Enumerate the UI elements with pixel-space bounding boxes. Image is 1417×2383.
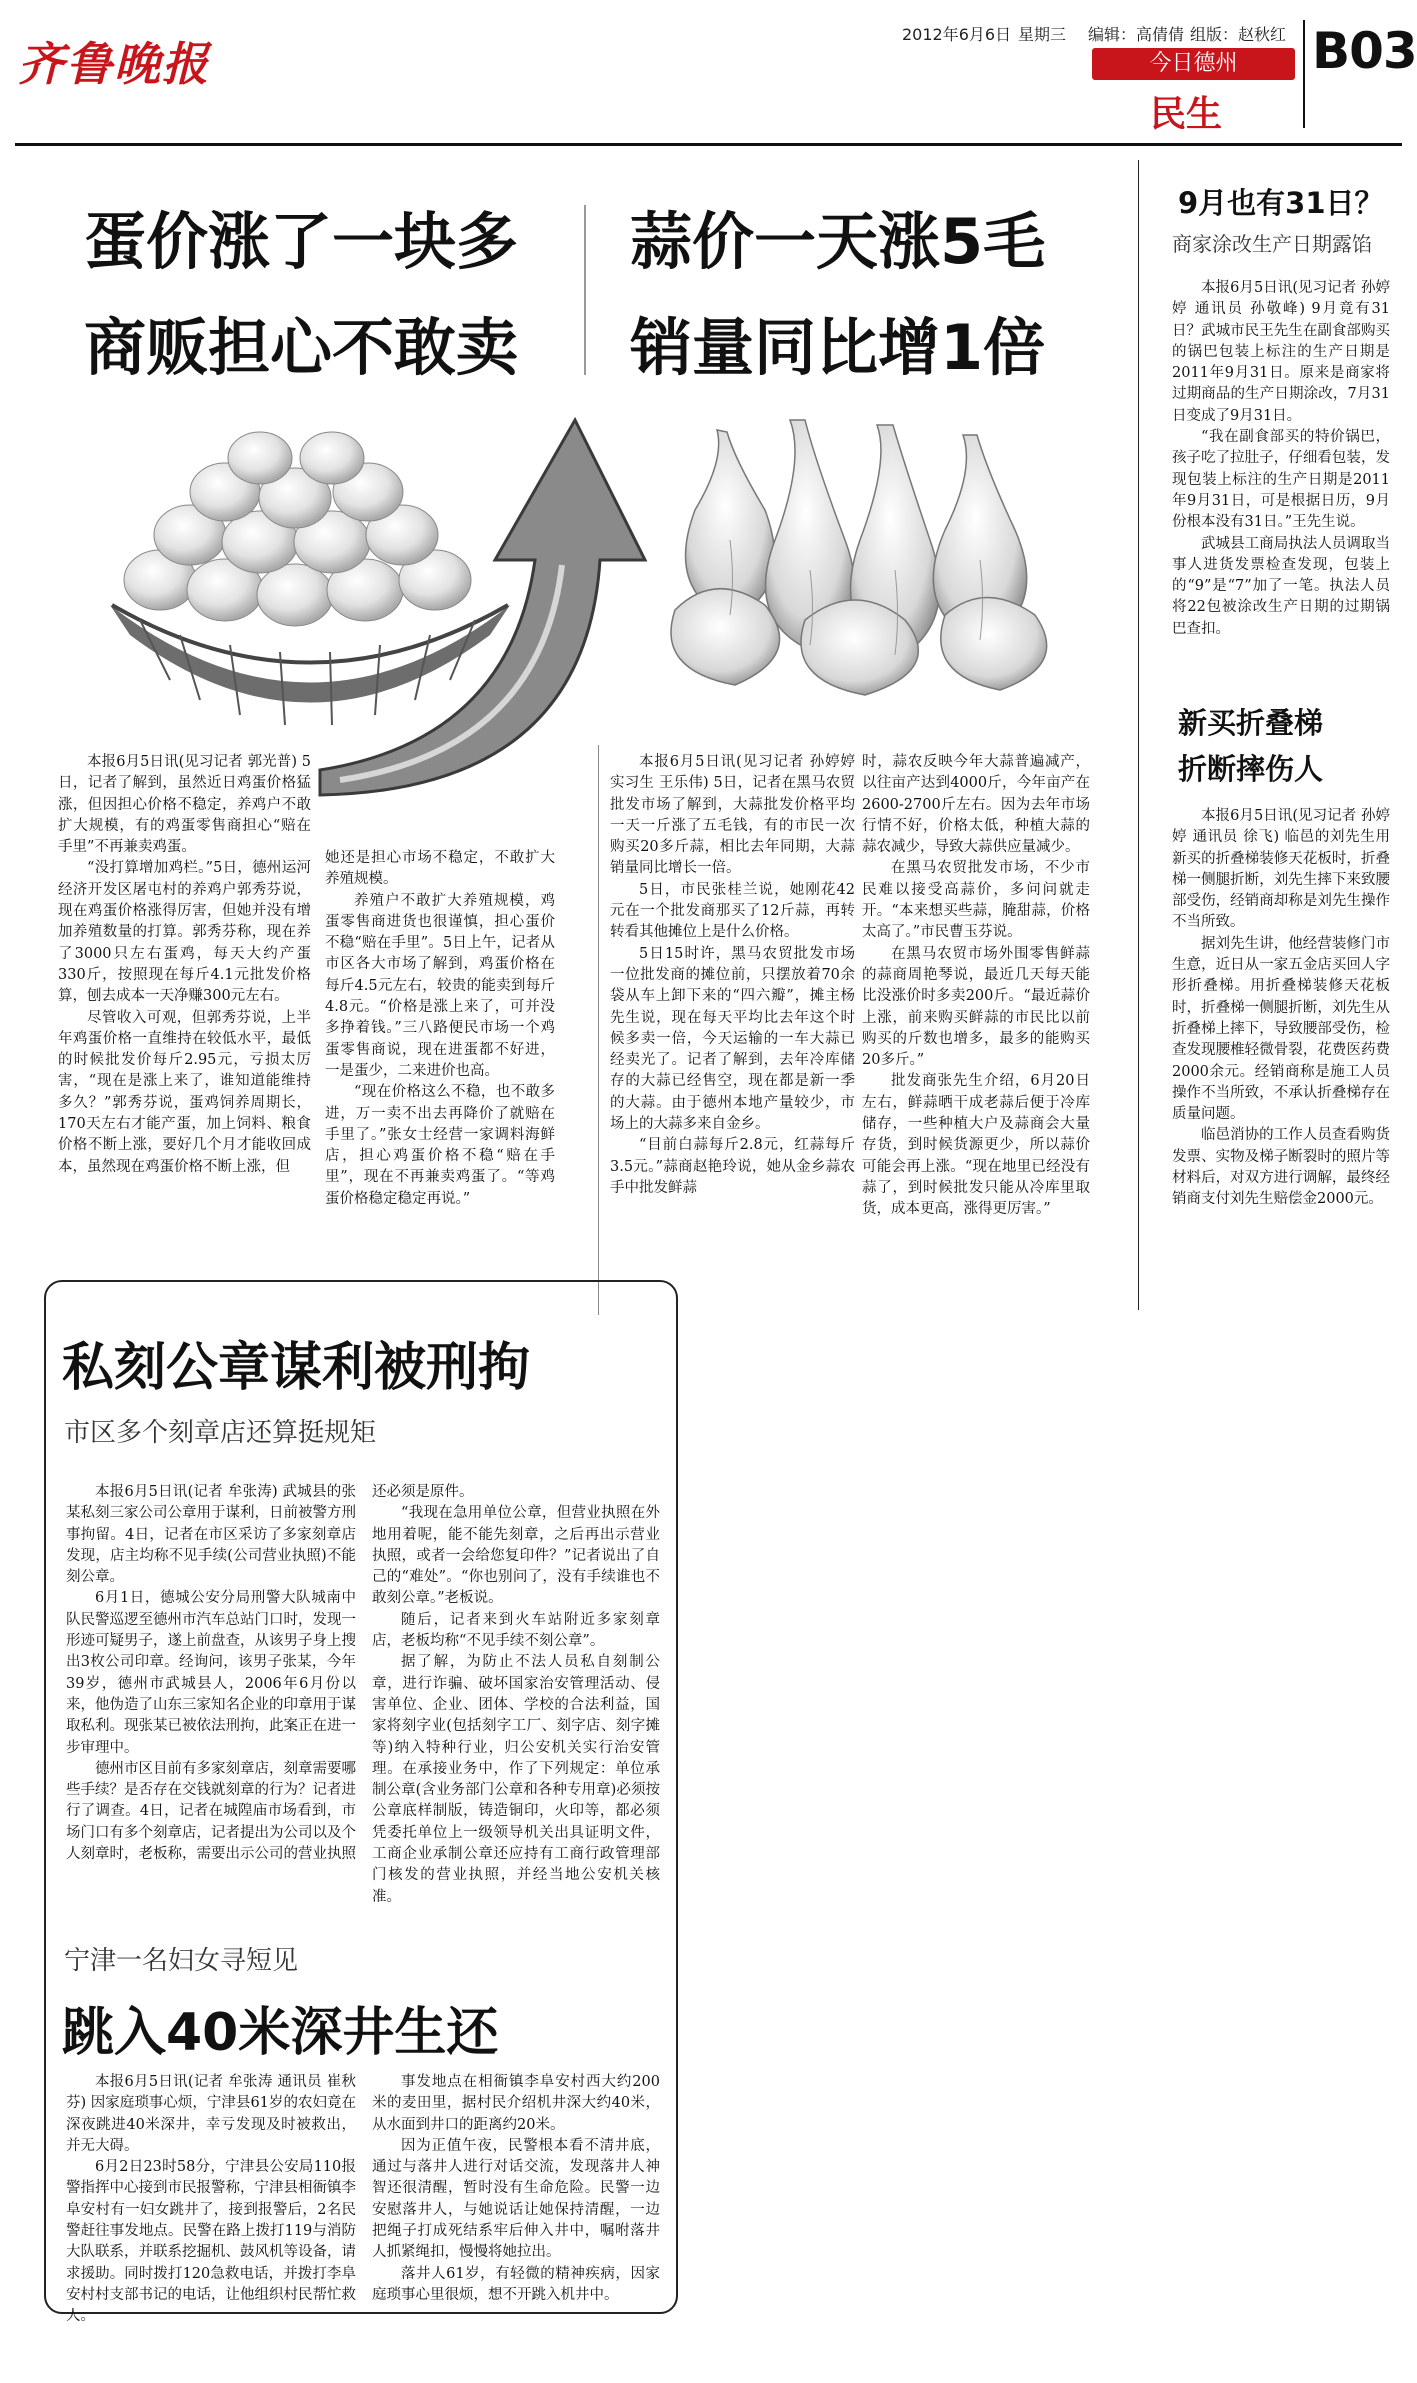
egg-col2-p2: 养殖户不敢扩大养殖规模，鸡蛋零售商进货也很谨慎，担心蛋价不稳“赔在手里”。5日上午，记者从市区各大市场了解到，鸡蛋价格在每斤4.5元左右，较贵的能卖到每斤4.8元。“价格是涨上来了，可并没多挣着钱。”三八路便民市场一个鸡蛋零售商说，现在进蛋都不好进，一是蛋少，二来进价也高。	[325, 892, 555, 1079]
side1-p2: “我在副食部买的特价锅巴，孩子吃了拉肚子，仔细看包装，发现包装上标注的生产日期是2011年9月31日，可是根据日历，9月份根本没有31日。”王先生说。	[1172, 429, 1390, 531]
egg-col1-p2: “没打算增加鸡栏。”5日，德州运河经济开发区屠屯村的养鸡户郭秀芬说，现在鸡蛋价格涨得厉害，但她并没有增加养殖数量的打算。郭秀芬称，现在养了3000只左右蛋鸡，每天大约产蛋330斤，按照现在每斤4.1元批发价格算，刨去成本一天净赚300元左右。	[58, 860, 311, 1005]
sidebar-story2-title	[1178, 700, 1323, 792]
section-title: 民生	[1150, 94, 1223, 135]
garlic-col2-p3: 在黑马农贸市场外围零售鲜蒜的蒜商周艳琴说，最近几天每天能比没涨价时多卖200斤。“最近蒜价上涨，前来购买鲜蒜的市民比以前购买的斤数也增多，最多的能购买20多斤。”	[862, 945, 1090, 1069]
layout-credit: 组版：赵秋红	[1190, 25, 1287, 44]
well-col2-p1: 事发地点在相衙镇李阜安村西大约200米的麦田里，据村民介绍机井深大约40米，从水面到井口的距离约20米。	[372, 2074, 660, 2133]
garlic-col1-p2: 5日，市民张桂兰说，她刚花42元在一个批发商那买了12斤蒜，再转转看其他摊位上是什么价格。	[610, 881, 855, 941]
egg-col1-p1: 本报6月5日讯(见习记者 郭光普) 5日，记者了解到，虽然近日鸡蛋价格猛涨，但因担心价格不稳定，养鸡户不敢扩大规模，有的鸡蛋零售商担心“赔在手里”不再兼卖鸡蛋。	[58, 754, 311, 856]
garlic-col1-p4: “目前白蒜每斤2.8元，红蒜每斤3.5元。”蒜商赵艳玲说，她从金乡蒜农手中批发鲜蒜	[610, 1137, 855, 1196]
sidebar-story1-subtitle: 商家涂改生产日期露馅	[1172, 232, 1372, 256]
well-col1-p2: 6月2日23时58分，宁津县公安局110报警指挥中心接到市民报警称，宁津县相衙镇李阜安村有一妇女跳井了，接到报警后，2名民警赶往事发地点。民警在路上拨打119与消防大队联系，并联系挖掘机、鼓风机等设备，请求援助。同时拨打120急救电话，并拨打李阜安村村支部书记的电话，让他组织村民帮忙救人。	[66, 2159, 356, 2325]
garlic-col2-p4: 批发商张先生介绍，6月20日左右，鲜蒜晒干成老蒜后便于冷库储存，一些种植大户及蒜商会大量存货，到时候货源更少，所以蒜价可能会再上涨。“现在地里已经没有蒜了，到时候批发只能从冷库里取货，成本更高，涨得更厉害。”	[862, 1073, 1090, 1218]
sidebar-story1-title: 9月也有31日？	[1178, 186, 1384, 220]
header-divider	[1303, 20, 1305, 128]
egg-headline-line1: 蛋价涨了一块多	[84, 205, 519, 278]
masthead-logo: 齐鲁晚报	[18, 37, 210, 91]
well-story-col2	[372, 2072, 660, 2303]
headline-divider	[584, 205, 586, 375]
seal-col2-p1: 还必须是原件。	[372, 1484, 474, 1500]
garlic-headline-line2: 销量同比增1倍	[630, 311, 1046, 384]
sidebar-story2-body	[1172, 806, 1390, 1306]
well-col2-p2: 因为正值午夜，民警根本看不清井底，通过与落井人进行对话交流，发现落井人神智还很清醒，暂时没有生命危险。民警一边安慰落井人，与她说话让她保持清醒，一边把绳子打成死结系牢后伸入井中，嘱咐落井人抓紧绳扣，慢慢将她拉出。	[372, 2137, 660, 2261]
issue-date: 2012年6月6日	[902, 25, 1012, 44]
side1-p1: 本报6月5日讯(见习记者 孙婷婷 通讯员 孙敬峰) 9月竟有31日？武城市民王先生在副食部购买的锅巴包装上标注的生产日期是2011年9月31日。原来是商家将过期商品的生产日期涂改，7月31日变成了9月31日。	[1172, 280, 1390, 424]
garlic-headline	[630, 200, 1045, 390]
masthead-rule	[15, 143, 1402, 146]
section-tag: 今日德州	[1092, 48, 1295, 80]
seal-col1-p2: 6月1日，德城公安分局刑警大队城南中队民警巡逻至德州市汽车总站门口时，发现一形迹可疑男子，遂上前盘查，从该男子身上搜出3枚公司印章。经询问，该男子张某，今年39岁，德州市武城县人，2006年6月份以来，他伪造了山东三家知名企业的印章用于谋取私利。现张某已被依法刑拘，此案正在进一步审理中。	[66, 1590, 356, 1756]
rising-arrow-graphic	[300, 400, 660, 800]
seal-col1-p3: 德州市区目前有多家刻章店，刻章需要哪些手续？是否存在交钱就刻章的行为？记者进行了调查。4日，记者在城隍庙市场看到，市场门口有多个刻章店，记者提出为公司以及个人刻章时，老板称，需要出示公司的营业执照	[66, 1760, 356, 1863]
garlic-col2-p2: 在黑马农贸批发市场，不少市民难以接受高蒜价，多问问就走开。“本来想买些蒜，腌甜蒜，价格太高了。”市民曹玉芬说。	[862, 860, 1090, 941]
issue-weekday: 星期三	[1018, 25, 1067, 44]
side1-p3: 武城县工商局执法人员调取当事人进货发票检查发现，包装上的“9”是“7”加了一笔。执法人员将22包被涂改生产日期的过期锅巴查扣。	[1172, 535, 1390, 637]
seal-story-col1	[66, 1482, 356, 1912]
sidebar-story1-body	[1172, 278, 1390, 686]
seal-story-col2	[372, 1482, 660, 1912]
well-col1-p1: 本报6月5日讯(记者 牟张涛 通讯员 崔秋芬) 因家庭琐事心烦，宁津县61岁的农妇竟在深夜跳进40米深井，幸亏发现及时被救出，并无大碍。	[66, 2074, 356, 2154]
seal-story-subtitle: 市区多个刻章店还算挺规矩	[64, 1418, 377, 1448]
sidebar-story2-title-line1: 新买折叠梯	[1178, 706, 1324, 740]
page-number: B03	[1312, 22, 1417, 80]
seal-col2-p3: 随后，记者来到火车站附近多家刻章店，老板均称“不见手续不刻公章”。	[372, 1611, 660, 1650]
editor-credit: 编辑：高倩倩	[1088, 25, 1185, 44]
well-col2-p3: 落井人61岁，有轻微的精神疾病，因家庭琐事心里很烦，想不开跳入机井中。	[372, 2265, 660, 2303]
garlic-story-col2	[862, 752, 1090, 1312]
lead-column-divider	[598, 745, 599, 1315]
seal-col2-p4: 据了解，为防止不法人员私自刻制公章，进行诈骗、破坏国家治安管理活动、侵害单位、企业、团体、学校的合法利益，国家将刻字业(包括刻字工厂、刻字店、刻字摊等)纳入特种行业，归公安机关实行治安管理。在承接业务中，作了下列规定：单位承制公章(含业务部门公章和各种专用章)必须按公章底样制版，铸造铜印，火印等，都必须凭委托单位上一级领导机关出具证明文件，工商企业承制公章还应持有工商行政管理部门核发的营业执照，并经当地公安机关核准。	[372, 1654, 660, 1905]
well-story-title: 跳入40米深井生还	[62, 2003, 499, 2063]
garlic-col2-p1: 时，蒜农反映今年大蒜普遍减产，以往亩产达到4000斤，今年亩产在2600-2700斤左右。因为去年市场行情不好，价格太低，种植大蒜的蒜农减少，导致大蒜供应量减少。	[862, 754, 1090, 856]
garlic-photo	[655, 420, 1075, 700]
side2-p2: 据刘先生讲，他经营装修门市生意，近日从一家五金店买回人字形折叠梯。用折叠梯装修天花板时，折叠梯一侧腿折断，刘先生从折叠梯上摔下，导致腰部受伤，检查发现腰椎轻微骨裂，花费医药费2000余元。经销商称是施工人员操作不当所致，不承认折叠梯存在质量问题。	[1172, 935, 1390, 1123]
well-story-col1	[66, 2072, 356, 2325]
egg-story-col1	[58, 752, 311, 1312]
side2-p3: 临邑消协的工作人员查看购货发票、实物及梯子断裂时的照片等材料后，对双方进行调解，最终经销商支付刘先生赔偿金2000元。	[1172, 1127, 1390, 1208]
egg-col2-p1: 她还是担心市场不稳定，不敢扩大养殖规模。	[325, 850, 555, 888]
garlic-col1-p1: 本报6月5日讯(见习记者 孙婷婷 实习生 王乐伟) 5日，记者在黑马农贸批发市场了解到，大蒜批发价格平均一天一斤涨了五毛钱，有的市民一次购买20多斤蒜，相比去年同期，大蒜销量同比增长一倍。	[610, 754, 855, 877]
sidebar-story2-title-line2: 折断摔伤人	[1178, 752, 1324, 786]
egg-headline-line2: 商贩担心不敢卖	[84, 311, 519, 384]
seal-col2-p2: “我现在急用单位公章，但营业执照在外地用着呢，能不能先刻章，之后再出示营业执照，或者一会给您复印件？”记者说出了自己的“难处”。“你也别问了，没有手续谁也不敢刻公章。”老板说。	[372, 1505, 660, 1607]
egg-col2-p3: “现在价格这么不稳，也不敢多进，万一卖不出去再降价了就赔在手里了。”张女士经营一家调料海鲜店，担心鸡蛋价格不稳“赔在手里”，现在不再兼卖鸡蛋了。“等鸡蛋价格稳定稳定再说。”	[325, 1084, 555, 1207]
garlic-headline-line1: 蒜价一天涨5毛	[630, 205, 1046, 278]
garlic-story-col1	[610, 752, 855, 1312]
seal-col1-p1: 本报6月5日讯(记者 牟张涛) 武城县的张某私刻三家公司公章用于谋利，日前被警方刑事拘留。4日，记者在市区采访了多家刻章店发现，店主均称不见手续(公司营业执照)不能刻公章。	[66, 1484, 356, 1586]
egg-col1-p3: 尽管收入可观，但郭秀芬说，上半年鸡蛋价格一直维持在较低水平，最低的时候批发价每斤2.95元，亏损太厉害，“现在是涨上来了，谁知道能维持多久？”郭秀芬说，蛋鸡饲养周期长，170天左右才能产蛋，加上饲料、粮食价格不断上涨，要好几个月才能收回成本，虽然现在鸡蛋价格不断上涨，但	[58, 1009, 311, 1175]
seal-story-title: 私刻公章谋利被刑拘	[62, 1338, 531, 1398]
well-story-kicker: 宁津一名妇女寻短见	[64, 1946, 299, 1976]
egg-headline	[84, 200, 518, 390]
sidebar-divider	[1138, 160, 1139, 1310]
side2-p1: 本报6月5日讯(见习记者 孙婷婷 通讯员 徐飞) 临邑的刘先生用新买的折叠梯装修天花板时，折叠梯一侧腿折断，刘先生摔下来致腰部受伤，经销商却称是刘先生操作不当所致。	[1172, 808, 1390, 931]
egg-story-col2	[325, 848, 555, 1313]
garlic-col1-p3: 5日15时许，黑马农贸批发市场一位批发商的摊位前，只摆放着70余袋从车上卸下来的“四六瓣”，摊主杨先生说，现在每天平均比去年这个时候多卖一倍，今天运输的一车大蒜已经卖光了。记者了解到，去年冷库储存的大蒜已经售空，现在都是新一季的大蒜。由于德州本地产量较少，市场上的大蒜多来自金乡。	[610, 945, 855, 1133]
